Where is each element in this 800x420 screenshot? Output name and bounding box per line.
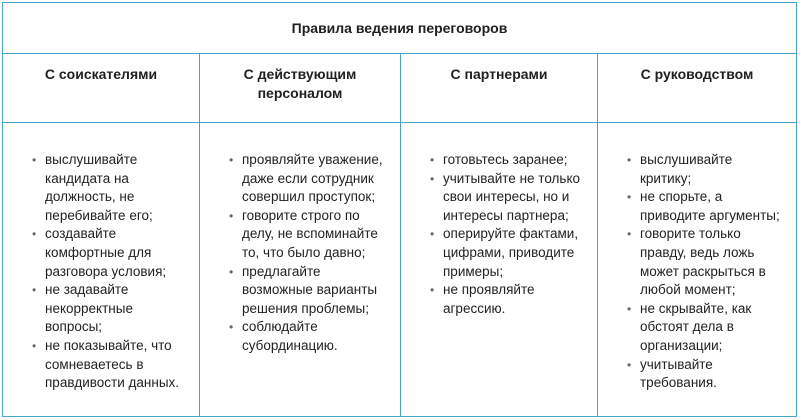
column-candidates xyxy=(3,54,200,416)
negotiation-rules-table xyxy=(2,2,797,417)
list-item: • проявляйте уважение, даже если сотрудник совершил проступок; xyxy=(230,151,390,207)
column-body xyxy=(401,123,597,416)
list-item: • выслушивайте критику; xyxy=(628,151,786,188)
column-body xyxy=(200,123,400,416)
column-header: С партнерами xyxy=(401,54,597,123)
list-item: • не показывайте, что сомневаетесь в правдивости данных. xyxy=(33,337,189,393)
column-staff xyxy=(200,54,401,416)
rules-list xyxy=(628,151,786,393)
list-item: • не проявляйте агрессию. xyxy=(431,281,587,318)
rules-list xyxy=(33,151,189,393)
list-item: • предлагайте возможные варианты решения проблемы; xyxy=(230,263,390,319)
list-item: • не скрывайте, как обстоят дела в организации; xyxy=(628,300,786,356)
column-management xyxy=(598,54,796,416)
list-item: • готовьтесь заранее; xyxy=(431,151,587,170)
rules-list xyxy=(230,151,390,356)
list-item: • выслушивайте кандидата на должность, не перебивайте его; xyxy=(33,151,189,225)
column-header: С соискателями xyxy=(3,54,199,123)
column-header: С руководством xyxy=(598,54,796,123)
column-body xyxy=(598,123,796,416)
list-item: • соблюдайте субординацию. xyxy=(230,318,390,355)
list-item: • учитывайте требования. xyxy=(628,356,786,393)
list-item: • не спорьте, а приводите аргументы; xyxy=(628,188,786,225)
column-partners xyxy=(401,54,598,416)
column-body xyxy=(3,123,199,416)
list-item: • создавайте комфортные для разговора условия; xyxy=(33,225,189,281)
list-item: • говорите строго по делу, не вспоминайте то, что было давно; xyxy=(230,207,390,263)
column-header: С действующим персоналом xyxy=(200,54,400,123)
rules-list xyxy=(431,151,587,318)
list-item: • не задавайте некорректные вопросы; xyxy=(33,281,189,337)
table-title: Правила ведения переговоров xyxy=(3,3,796,54)
list-item: • говорите только правду, ведь ложь может раскрыться в любой момент; xyxy=(628,225,786,299)
list-item: • оперируйте фактами, цифрами, приводите примеры; xyxy=(431,225,587,281)
list-item: • учитывайте не только свои интересы, но и интересы партнера; xyxy=(431,170,587,226)
